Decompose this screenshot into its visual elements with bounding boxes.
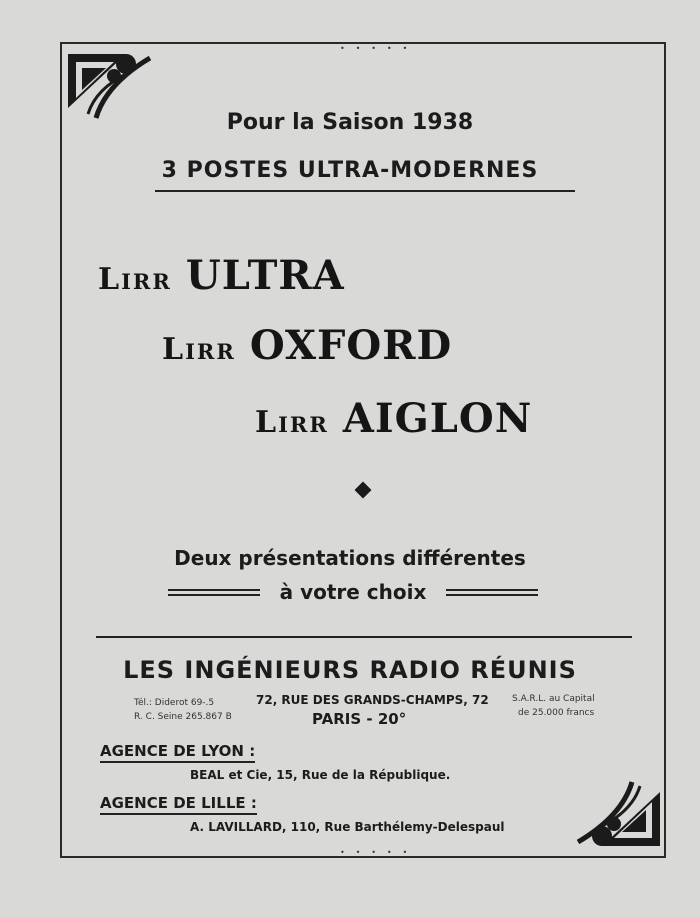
presentation-line: Deux présentations différentes <box>174 546 526 570</box>
model-name: ULTRA <box>185 252 345 299</box>
art-deco-corner-icon <box>570 780 662 852</box>
company-legal-2: de 25.000 francs <box>518 708 595 718</box>
model-ultra <box>98 252 345 299</box>
agency-lyon-address: BEAL et Cie, 15, Rue de la République. <box>190 768 451 782</box>
model-brand: Lirr <box>162 332 236 367</box>
choice-line: à votre choix <box>279 580 427 604</box>
company-tel: Tél.: Diderot 69-.5 <box>134 698 215 708</box>
model-name: OXFORD <box>249 322 453 369</box>
agency-lille-address: A. LAVILLARD, 110, Rue Barthélemy-Delespaul <box>190 820 505 834</box>
company-city: PARIS - 20° <box>312 710 407 728</box>
choice-row <box>168 578 538 606</box>
model-name: AIGLON <box>342 395 533 442</box>
border-dots-top: • • • • • <box>340 44 411 53</box>
agency-lyon-label: AGENCE DE LYON : <box>100 742 255 763</box>
model-aiglon <box>255 395 532 442</box>
double-rule-right <box>446 589 538 596</box>
headline: 3 POSTES ULTRA-MODERNES <box>161 158 539 183</box>
border-dots-bottom: • • • • • <box>340 848 411 857</box>
company-address: 72, RUE DES GRANDS-CHAMPS, 72 <box>256 693 489 707</box>
model-brand: Lirr <box>98 262 172 297</box>
double-rule-left <box>168 589 260 596</box>
company-divider <box>96 636 632 638</box>
headline-underline <box>155 190 575 192</box>
company-rc: R. C. Seine 265.867 B <box>134 712 232 722</box>
season-line: Pour la Saison 1938 <box>226 110 474 135</box>
model-brand: Lirr <box>255 405 329 440</box>
model-oxford <box>162 322 452 369</box>
company-name: LES INGÉNIEURS RADIO RÉUNIS <box>123 656 577 684</box>
company-legal-1: S.A.R.L. au Capital <box>512 694 595 704</box>
agency-lille-label: AGENCE DE LILLE : <box>100 794 257 815</box>
